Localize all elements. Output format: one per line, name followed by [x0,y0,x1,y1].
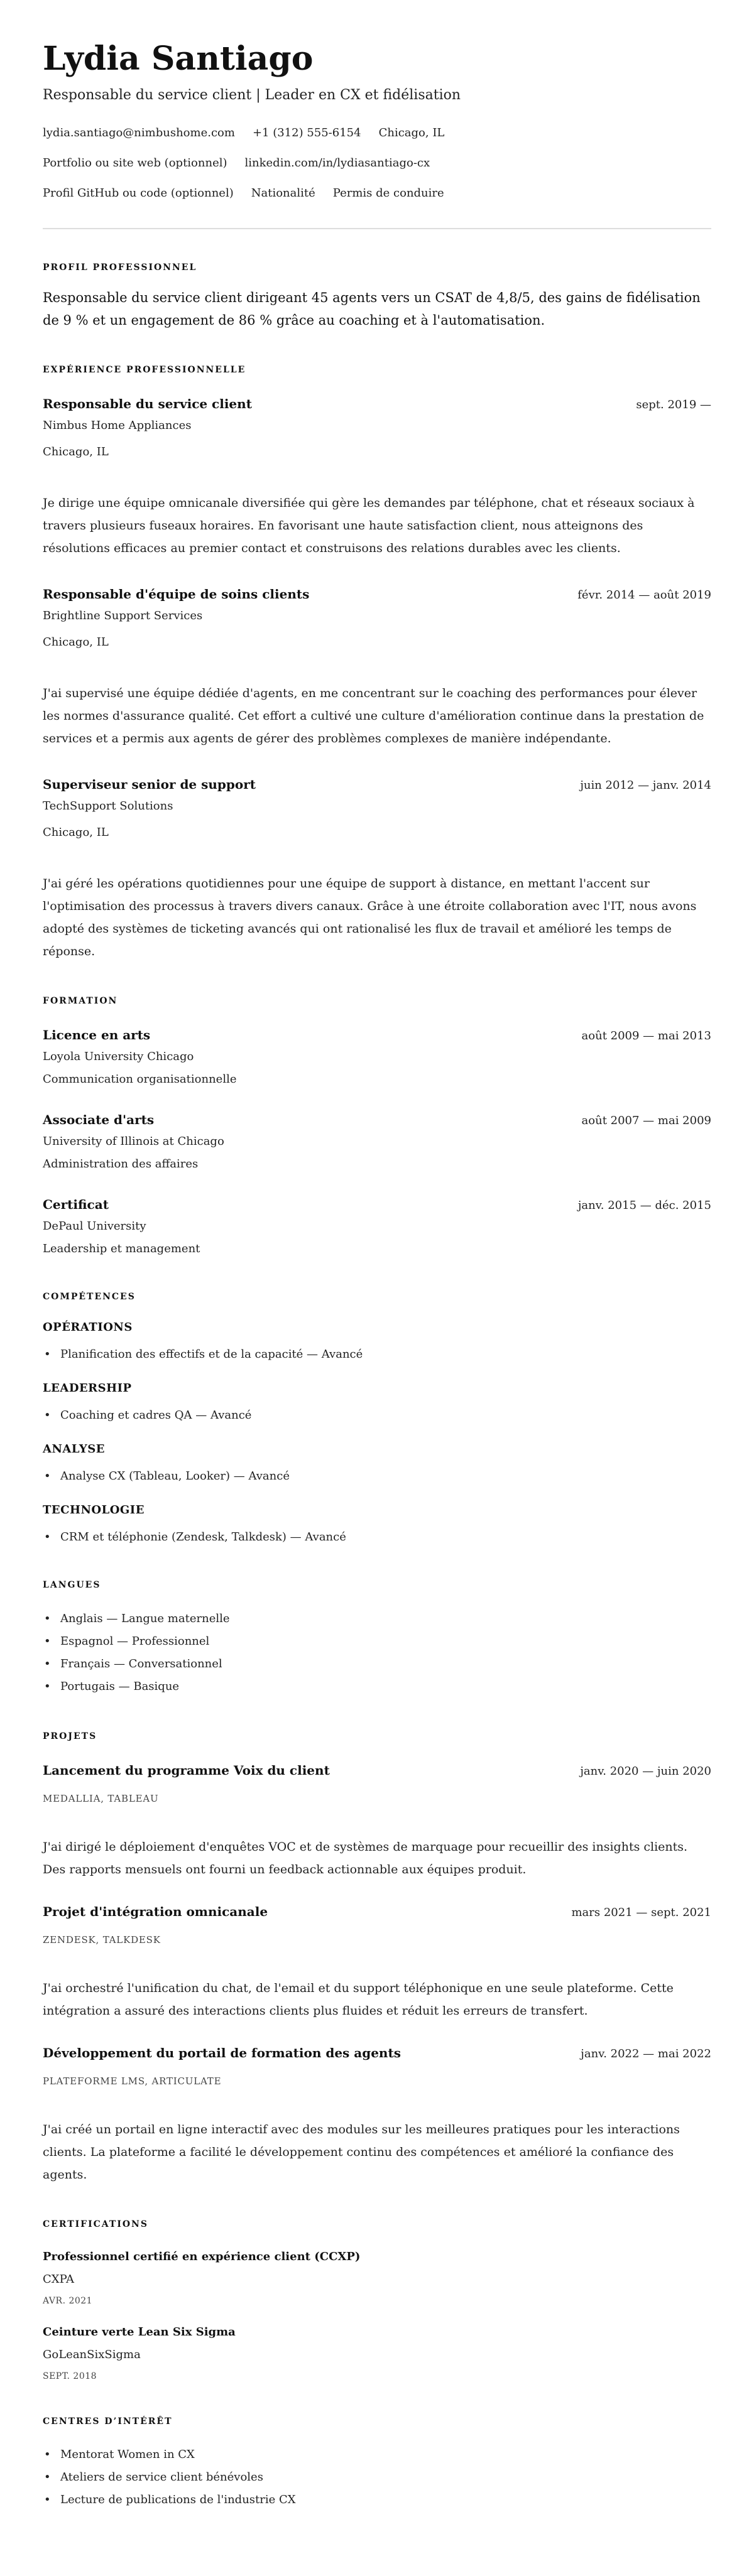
entry-title: Licence en arts [43,1027,151,1042]
profile-summary: Responsable du service client dirigeant 45 agents vers un CSAT de 4,8/5, des gains de fidélisation de 9 % et un engagement de 86 % grâce au coaching et à l'automatisation. [43,290,701,328]
section-title: PROJETS [43,1731,97,1741]
section-title: EXPÉRIENCE PROFESSIONNELLE [43,365,246,375]
entry-title: Lancement du programme Voix du client [43,1763,330,1778]
entry-header [43,2044,711,2063]
language-item: • Espagnol — Professionnel [43,1630,711,1653]
skill-category-title: ANALYSE [43,1442,105,1456]
job-location: Chicago, IL [43,826,109,839]
skill-category-title: OPÉRATIONS [43,1321,133,1334]
section-title: FORMATION [43,996,118,1006]
entry-date: févr. 2014 — août 2019 [577,588,711,602]
contact-nationality: Nationalité [251,187,315,200]
certification-date: AVR. 2021 [43,2296,93,2306]
entry-header [43,776,711,794]
contact-row [43,184,711,203]
entry-header [43,1026,711,1045]
certification-issuer: GoLeanSixSigma [43,2348,141,2361]
candidate-name: Lydia Santiago [43,40,314,78]
projects-section [43,1730,711,2186]
job-entry [43,585,711,750]
skill-category-title: LEADERSHIP [43,1382,132,1395]
entry-title: Projet d'intégration omnicanale [43,1904,268,1919]
skills-section [43,1291,711,1547]
candidate-headline: Responsable du service client | Leader en CX et fidélisation [43,87,461,103]
entry-date: août 2009 — mai 2013 [581,1029,711,1042]
skill-item: • Analyse CX (Tableau, Looker) — Avancé [43,1467,711,1486]
entry-header [43,1762,711,1780]
language-item: • Français — Conversationnel [43,1653,711,1675]
entry-title: Superviseur senior de support [43,777,256,792]
section-title: LANGUES [43,1580,101,1590]
education-entry [43,1111,711,1174]
job-entry [43,776,711,963]
skill-item: • Planification des effectifs et de la capacité — Avancé [43,1345,711,1364]
skill-list [43,1406,711,1425]
resume-header [43,40,711,203]
entry-header [43,585,711,604]
project-entry [43,1762,711,1881]
language-item: • Anglais — Langue maternelle [43,1608,711,1630]
entry-header [43,1111,711,1130]
entry-header [43,395,711,414]
contact-github[interactable]: Profil GitHub ou code (optionnel) [43,187,234,200]
project-entry [43,1903,711,2022]
project-entry [43,2044,711,2186]
certification-entry [43,2249,711,2308]
entry-title: Développement du portail de formation des agents [43,2045,401,2060]
section-title: PROFIL PROFESSIONNEL [43,262,197,273]
entry-date: janv. 2015 — déc. 2015 [577,1199,711,1212]
contact-driving-license: Permis de conduire [332,187,444,200]
project-description: J'ai orchestré l'unification du chat, de l'email et du support téléphonique en une seule plateforme. Cette intégration a assuré des interactions clients plus fluides et réduit les erreurs de transfert. [43,1981,674,2018]
job-description: J'ai géré les opérations quotidiennes pour une équipe de support à distance, en mettant l'accent sur l'optimisation des processus à travers divers canaux. Grâce à une étroite collaboration avec l'IT, nous avons adopté des systèmes de ticketing avancés qui ont rationalisé les flux de travail et amélioré les temps de réponse. [43,877,697,958]
certification-name: Professionnel certifié en expérience client (CCXP) [43,2250,361,2263]
experience-section [43,364,711,963]
contact-location: Chicago, IL [378,126,445,139]
skill-list [43,1528,711,1547]
education-section [43,995,711,1258]
section-title: CERTIFICATIONS [43,2219,148,2229]
certification-entry [43,2324,711,2383]
certifications-section [43,2218,711,2383]
language-item: • Portugais — Basique [43,1675,711,1698]
job-entry [43,395,711,560]
languages-list [43,1608,711,1698]
job-company: Nimbus Home Appliances [43,419,192,432]
project-tools: MEDALLIA, TABLEAU [43,1793,159,1804]
contact-row [43,124,711,143]
job-description: J'ai supervisé une équipe dédiée d'agents, en me concentrant sur le coaching des performances pour élever les normes d'assurance qualité. Cet effort a cultivé une culture d'amélioration continue dans la prestation de services et a permis aux agents de gérer des problèmes complexes de manière indépendante. [43,686,704,745]
interest-item: • Mentorat Women in CX [43,2443,711,2466]
contact-email[interactable]: lydia.santiago@nimbushome.com [43,126,235,139]
contact-linkedin[interactable]: linkedin.com/in/lydiasantiago-cx [244,156,430,170]
interest-item: • Ateliers de service client bénévoles [43,2466,711,2489]
job-location: Chicago, IL [43,636,109,649]
interest-item: • Lecture de publications de l'industrie CX [43,2489,711,2511]
job-company: TechSupport Solutions [43,799,173,813]
education-field: Communication organisationnelle [43,1073,237,1086]
interests-section [43,2415,711,2511]
skill-list [43,1345,711,1364]
contact-portfolio[interactable]: Portfolio ou site web (optionnel) [43,156,227,170]
project-description: J'ai créé un portail en ligne interactif avec des modules sur les meilleures pratiques pour les interactions clients. La plateforme a facilité le développement continu des compétences et amélioré la confiance des agents. [43,2123,680,2182]
skill-item: • CRM et téléphonie (Zendesk, Talkdesk) — Avancé [43,1528,711,1547]
entry-date: mars 2021 — sept. 2021 [571,1906,711,1919]
interests-list [43,2443,711,2511]
entry-date: juin 2012 — janv. 2014 [580,779,711,792]
project-description: J'ai dirigé le déploiement d'enquêtes VOC et de systèmes de marquage pour recueillir des insights clients. Des rapports mensuels ont fourni un feedback actionnable aux équipes produit. [43,1840,688,1876]
entry-title: Associate d'arts [43,1112,155,1127]
entry-header [43,1903,711,1922]
education-school: DePaul University [43,1220,146,1233]
certification-date: SEPT. 2018 [43,2371,97,2381]
education-field: Administration des affaires [43,1157,199,1171]
entry-title: Responsable d'équipe de soins clients [43,587,310,602]
entry-title: Certificat [43,1197,109,1212]
skill-category-title: TECHNOLOGIE [43,1503,145,1517]
entry-title: Responsable du service client [43,396,252,411]
education-school: Loyola University Chicago [43,1050,194,1063]
entry-date: août 2007 — mai 2009 [581,1114,711,1127]
education-entry [43,1196,711,1258]
entry-date: janv. 2020 — juin 2020 [580,1765,711,1778]
project-tools: PLATEFORME LMS, ARTICULATE [43,2075,222,2087]
profile-section [43,261,711,332]
section-title: COMPÉTENCES [43,1292,136,1302]
project-tools: ZENDESK, TALKDESK [43,1934,161,1946]
header-divider [43,228,711,229]
education-school: University of Illinois at Chicago [43,1135,224,1148]
contact-phone[interactable]: +1 (312) 555-6154 [252,126,361,139]
certification-name: Ceinture verte Lean Six Sigma [43,2325,236,2339]
contact-row [43,154,711,173]
skill-list [43,1467,711,1486]
skill-item: • Coaching et cadres QA — Avancé [43,1406,711,1425]
entry-date: janv. 2022 — mai 2022 [581,2047,711,2060]
job-description: Je dirige une équipe omnicanale diversifiée qui gère les demandes par téléphone, chat et réseaux sociaux à travers plusieurs fuseaux horaires. En favorisant une haute satisfaction client, nous atteignons des résolutions efficaces au premier contact et construisons des relations durables avec les clients. [43,496,695,555]
languages-section [43,1579,711,1698]
certification-issuer: CXPA [43,2273,75,2286]
section-title: CENTRES D’INTÉRÊT [43,2416,173,2427]
entry-date: sept. 2019 — [636,398,711,411]
entry-header [43,1196,711,1215]
job-location: Chicago, IL [43,445,109,458]
job-company: Brightline Support Services [43,609,203,622]
education-field: Leadership et management [43,1242,200,1255]
education-entry [43,1026,711,1089]
